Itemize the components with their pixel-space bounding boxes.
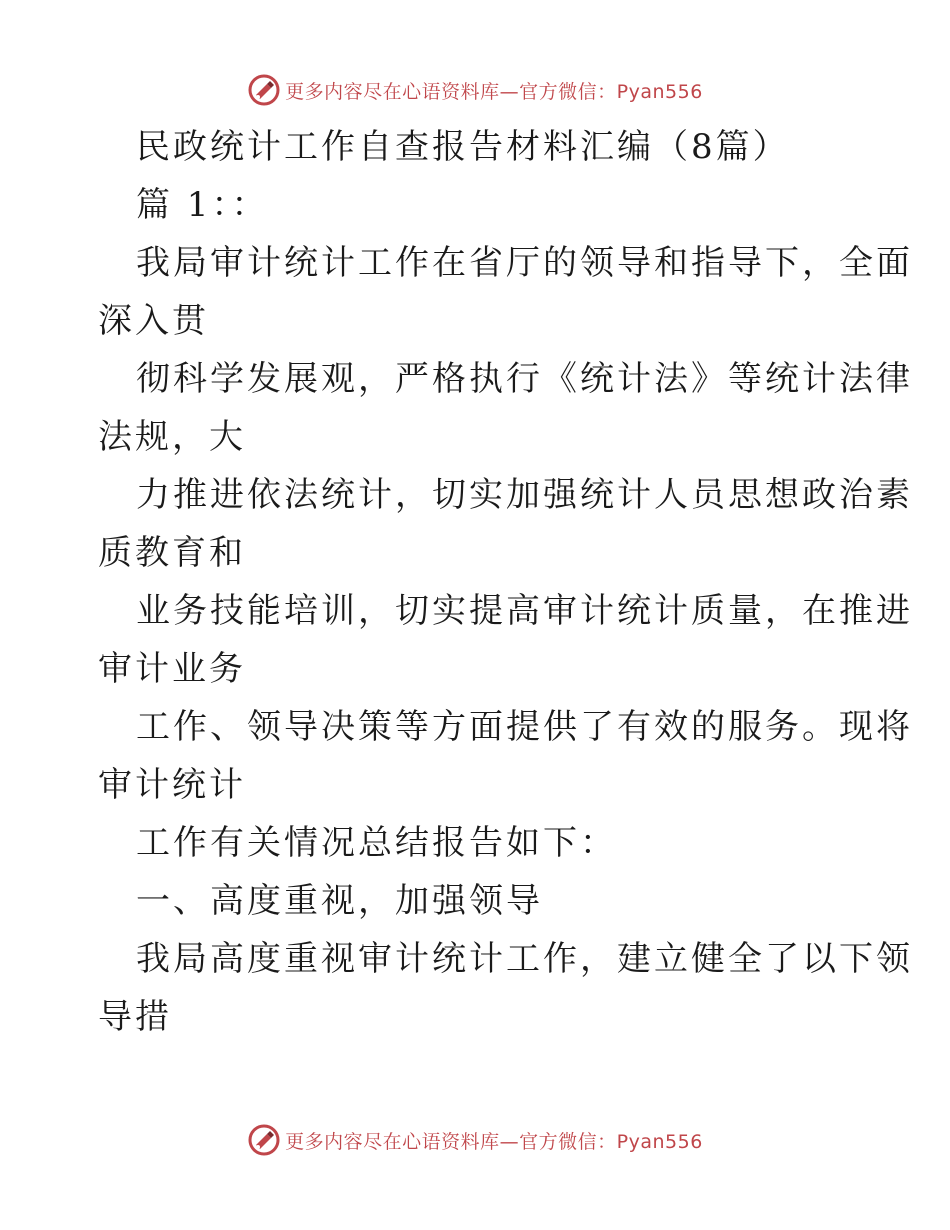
paragraph-line: 质教育和	[98, 533, 246, 573]
paragraph-line: 力推进依法统计，切实加强统计人员思想政治素	[136, 475, 913, 515]
paragraph-line: 导措	[98, 997, 172, 1037]
paragraph-line: 工作、领导决策等方面提供了有效的服务。现将	[136, 707, 913, 747]
section-heading: 篇 1：：	[136, 185, 269, 225]
paragraph-line: 法规，大	[98, 417, 246, 457]
watermark-text: 更多内容尽在心语资料库—官方微信：Pyan556	[285, 80, 703, 103]
paragraph-line: 我局审计统计工作在省厅的领导和指导下，全面	[136, 243, 913, 283]
paragraph-line: 深入贯	[98, 301, 209, 341]
paragraph-line: 审计业务	[98, 649, 246, 689]
subsection-heading: 一、高度重视，加强领导	[136, 881, 543, 921]
document-title: 民政统计工作自查报告材料汇编（8篇）	[136, 127, 790, 167]
hand-pen-logo-icon	[247, 73, 281, 107]
paragraph-line: 我局高度重视审计统计工作，建立健全了以下领	[136, 939, 913, 979]
header-watermark-banner	[0, 70, 950, 110]
paragraph-line: 业务技能培训，切实提高审计统计质量，在推进	[136, 591, 913, 631]
hand-pen-logo-icon	[247, 1123, 281, 1157]
paragraph-line: 工作有关情况总结报告如下：	[136, 823, 617, 863]
paragraph-line: 彻科学发展观，严格执行《统计法》等统计法律	[136, 359, 913, 399]
document-body	[98, 118, 913, 1046]
watermark-text: 更多内容尽在心语资料库—官方微信：Pyan556	[285, 1130, 703, 1153]
footer-watermark-banner	[0, 1120, 950, 1160]
paragraph-line: 审计统计	[98, 765, 246, 805]
